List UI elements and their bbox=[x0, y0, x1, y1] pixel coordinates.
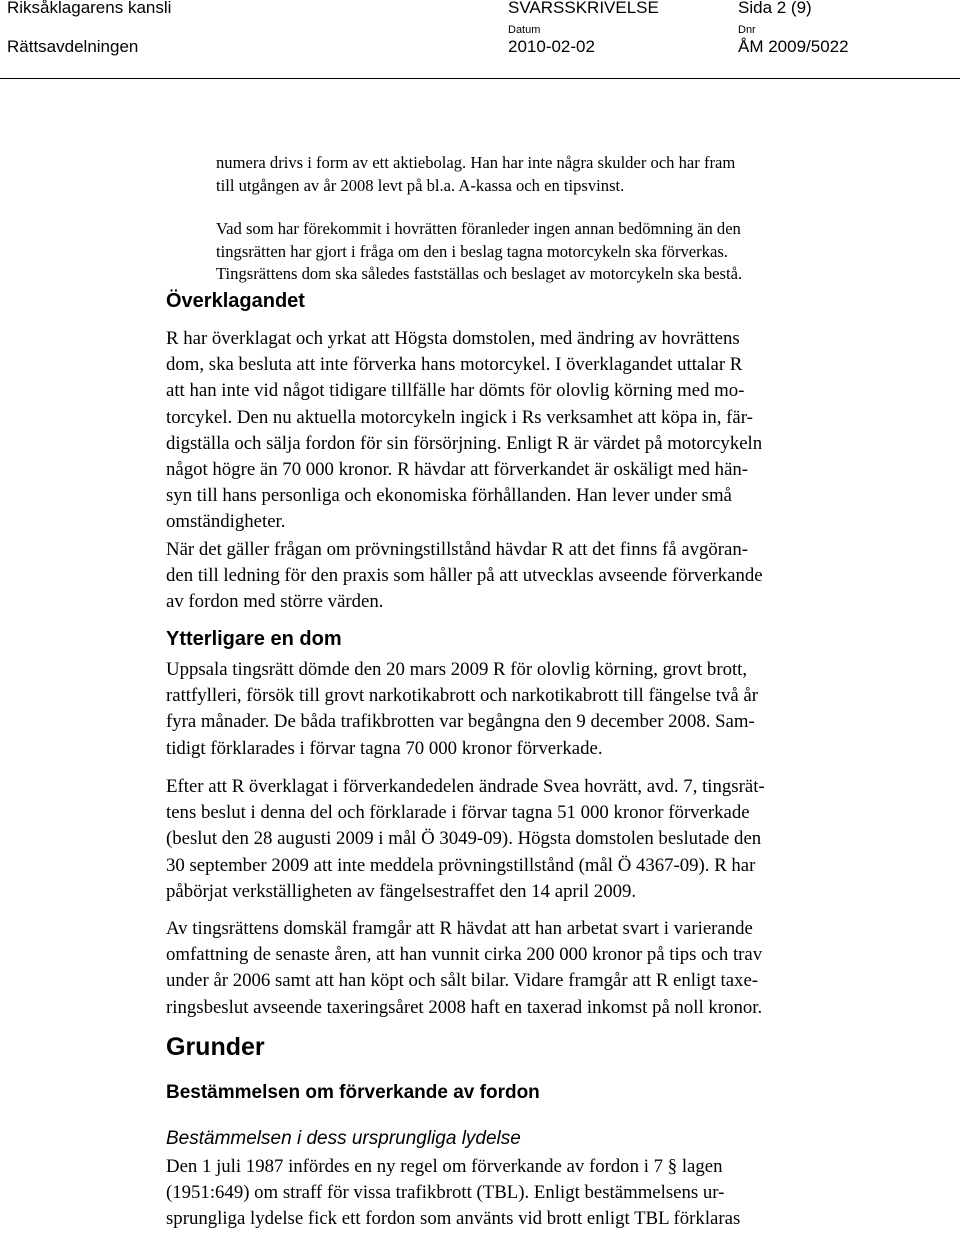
text-line: R har överklagat och yrkat att Högsta domstolen, med ändring av hovrättens bbox=[166, 328, 740, 349]
date-label: Datum bbox=[508, 24, 541, 36]
text-line: sprungliga lydelse fick ett fordon som använts vid brott enligt TBL förklaras bbox=[166, 1208, 741, 1230]
text-line: att han inte vid något tidigare tillfälle har dömts för olovlig körning med mo- bbox=[166, 380, 745, 402]
heading-grunder: Grunder bbox=[166, 1033, 265, 1061]
ytterligare-paragraph-3 bbox=[166, 916, 762, 1021]
text-line: (1951:649) om straff för vissa trafikbrott (TBL). Enligt bestämmelsens ur- bbox=[166, 1182, 725, 1204]
text-line: digställa och sälja fordon för sin försörjning. Enligt R är värdet på motorcykeln bbox=[166, 432, 763, 454]
subheading-forverkande: Bestämmelsen om förverkande av fordon bbox=[166, 1082, 540, 1103]
dnr-label: Dnr bbox=[738, 24, 756, 36]
header-rule bbox=[0, 78, 960, 79]
text-line: torcykel. Den nu aktuella motorcykeln ingick i Rs verksamhet att köpa in, fär- bbox=[166, 406, 753, 428]
text-line: den till ledning för den praxis som håller på att utvecklas avseende förverkande bbox=[166, 565, 763, 587]
text-line: numera drivs i form av ett aktiebolag. Han har inte några skulder och har fram bbox=[216, 153, 736, 172]
text-line: fyra månader. De båda trafikbrotten var begångna den 9 december 2008. Sam- bbox=[166, 711, 755, 733]
text-line: påbörjat verkställigheten av fängelsestraffet den 14 april 2009. bbox=[166, 880, 637, 902]
text-line: När det gäller frågan om prövningstillstånd hävdar R att det finns få avgöran- bbox=[166, 539, 749, 560]
text-line: något högre än 70 000 kronor. R hävdar att förverkandet är oskäligt med hän- bbox=[166, 459, 749, 481]
dnr-value: ÅM 2009/5022 bbox=[738, 37, 849, 56]
text-line: ringsbeslut avseende taxeringsåret 2008 haft en taxerad inkomst på noll kronor. bbox=[166, 996, 763, 1018]
text-line: till utgången av år 2008 levt på bl.a. A-kassa och en tipsvinst. bbox=[216, 175, 625, 195]
text-line: (beslut den 28 augusti 2009 i mål Ö 3049-09). Högsta domstolen beslutade den bbox=[166, 828, 762, 850]
ytterligare-paragraph-1 bbox=[166, 657, 758, 762]
text-line: dom, ska besluta att inte förverka hans motorcykel. I överklagandet uttalar R bbox=[166, 354, 743, 376]
text-line: tidigt förklarades i förvar tagna 70 000 kronor förverkade. bbox=[166, 737, 603, 759]
ytterligare-paragraph-2 bbox=[166, 774, 765, 905]
overklagandet-paragraph-1 bbox=[166, 326, 762, 536]
text-line: Vad som har förekommit i hovrätten föranleder ingen annan bedömning än den bbox=[216, 219, 741, 238]
document-date: 2010-02-02 bbox=[508, 37, 595, 56]
intro-paragraph-2 bbox=[216, 218, 742, 286]
subsubheading-ursprungliga-lydelse: Bestämmelsen i dess ursprungliga lydelse bbox=[166, 1128, 521, 1149]
page-number: Sida 2 (9) bbox=[738, 0, 812, 17]
text-line: Uppsala tingsrätt dömde den 20 mars 2009 R för olovlig körning, grovt brott, bbox=[166, 659, 748, 680]
heading-ytterligare-en-dom: Ytterligare en dom bbox=[166, 628, 342, 650]
heading-overklagandet: Överklagandet bbox=[166, 290, 305, 312]
text-line: av fordon med större värden. bbox=[166, 591, 384, 613]
text-line: Den 1 juli 1987 infördes en ny regel om förverkande av fordon i 7 § lagen bbox=[166, 1156, 723, 1177]
text-line: tens beslut i denna del och förklarade i förvar tagna 51 000 kronor förverkade bbox=[166, 802, 750, 824]
text-line: rattfylleri, försök till grovt narkotikabrott och narkotikabrott till fängelse två år bbox=[166, 685, 758, 707]
text-line: 30 september 2009 att inte meddela prövningstillstånd (mål Ö 4367-09). R har bbox=[166, 854, 756, 876]
grunder-paragraph-1 bbox=[166, 1154, 740, 1233]
division-name: Rättsavdelningen bbox=[7, 37, 139, 56]
text-line: Av tingsrättens domskäl framgår att R hävdat att han arbetat svart i varierande bbox=[166, 918, 753, 939]
document-type: SVARSSKRIVELSE bbox=[508, 0, 659, 17]
text-line: tingsrätten har gjort i fråga om den i beslag tagna motorcykeln ska förverkas. bbox=[216, 241, 728, 261]
text-line: omständigheter. bbox=[166, 511, 286, 533]
org-name: Riksåklagarens kansli bbox=[7, 0, 172, 17]
text-line: omfattning de senaste åren, att han vunnit cirka 200 000 kronor på tips och trav bbox=[166, 944, 763, 966]
text-line: Tingsrättens dom ska således fastställas och beslaget av motorcykeln ska bestå. bbox=[216, 264, 743, 283]
intro-paragraph-1 bbox=[216, 152, 735, 197]
text-line: under år 2006 samt att han köpt och sålt bilar. Vidare framgår att R enligt taxe- bbox=[166, 970, 759, 992]
text-line: Efter att R överklagat i förverkandedelen ändrade Svea hovrätt, avd. 7, tingsrät- bbox=[166, 776, 765, 797]
text-line: syn till hans personliga och ekonomiska förhållanden. Han lever under små bbox=[166, 485, 732, 507]
overklagandet-paragraph-2 bbox=[166, 537, 763, 616]
